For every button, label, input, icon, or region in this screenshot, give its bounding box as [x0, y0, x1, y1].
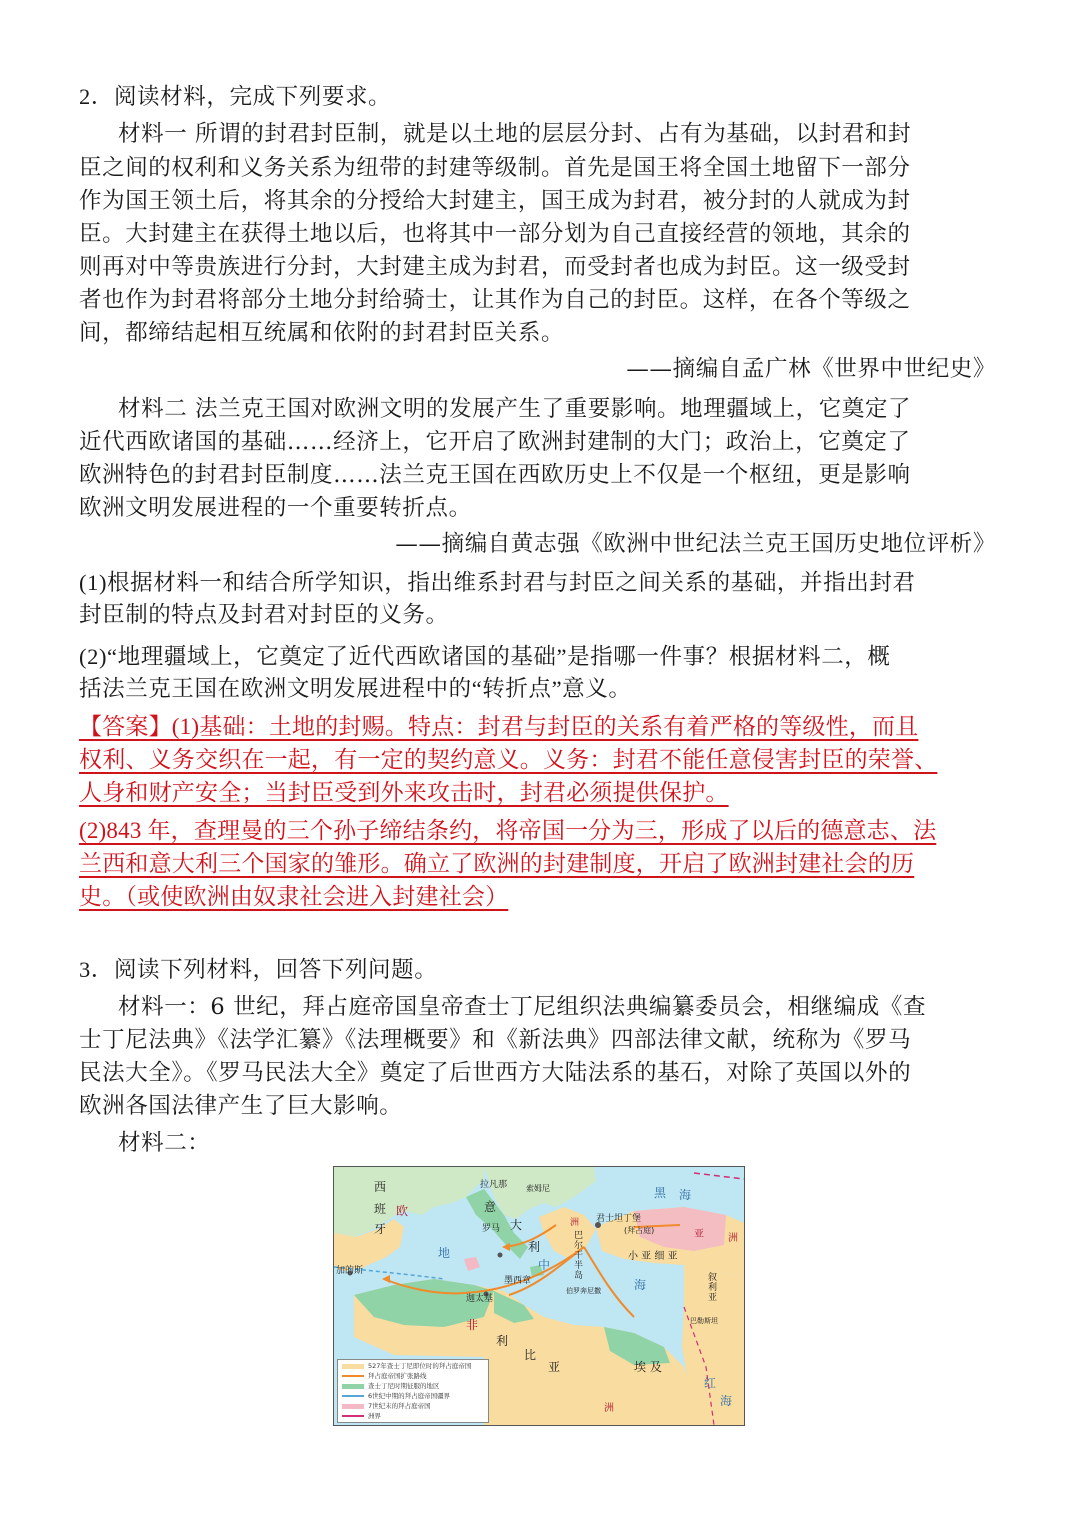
q2-answer1-line: 【答案】(1)基础：土地的封赐。特点：封君与封臣的关系有着严格的等级性，而且	[79, 714, 919, 739]
q2-m1-line: 者也作为封君将部分土地分封给骑士，让其作为自己的封臣。这样，在各个等级之	[79, 287, 911, 313]
q3-m1-line: 民法大全》。《罗马民法大全》奠定了后世西方大陆法系的基石，对除了英国以外的	[79, 1060, 912, 1086]
legend-swatch	[342, 1384, 364, 1389]
q2-m2-line: 欧洲文明发展进程的一个重要转折点。	[79, 495, 472, 521]
map-label: 洲	[570, 1218, 580, 1228]
legend-swatch	[342, 1404, 364, 1409]
q2-m1-line: 材料一 所谓的封君封臣制，就是以土地的层层分封、占有为基础，以封君和封	[118, 121, 912, 147]
q2-m1-line: 间，都缔结起相互统属和依附的封君封臣关系。	[79, 320, 565, 346]
legend-item: 洲界	[342, 1412, 381, 1420]
map-label: 巴勒斯坦	[690, 1317, 718, 1325]
map-label: 叙 利 亚	[708, 1273, 718, 1303]
q2-sub2-line: (2)“地理疆域上，它奠定了近代西欧诸国的基础”是指哪一件事？根据材料二，概	[79, 644, 891, 669]
q2-answer1-line: 人身和财产安全；当封臣受到外来攻击时，封君必须提供保护。	[79, 780, 729, 805]
map-label: 红	[704, 1376, 717, 1390]
q2-sub2-line: 括法兰克王国在欧洲文明发展进程中的“转折点”意义。	[79, 676, 632, 701]
legend-item: 527年查士丁尼即位时的拜占庭帝国	[342, 1362, 471, 1370]
map-label: 欧	[396, 1204, 409, 1218]
q3-m1-line: 士丁尼法典》《法学汇纂》《法理概要》和《新法典》四部法律文献，统称为《罗马	[79, 1027, 912, 1053]
map-label: 海	[679, 1188, 692, 1202]
q2-m1-line: 臣。大封建主在获得土地以后，也将其中一部分划为自己直接经营的领地，其余的	[79, 221, 911, 247]
q2-sub1-line: (1)根据材料一和结合所学知识，指出维系封君与封臣之间关系的基础，并指出封君	[79, 570, 916, 595]
q2-m2-line: 材料二 法兰克王国对欧洲文明的发展产生了重要影响。地理疆域上，它奠定了	[118, 396, 912, 422]
map-label: 巴 尔 干 半 岛	[574, 1231, 584, 1281]
q2-m2-line: 欧洲特色的封君封臣制度……法兰克王国在西欧历史上不仅是一个枢纽，更是影响	[79, 462, 911, 488]
map-label: 亚	[548, 1360, 561, 1374]
q2-title: 2．阅读材料，完成下列要求。	[79, 84, 392, 109]
legend-item: 拜占庭帝国扩张路线	[342, 1372, 427, 1380]
legend-swatch	[342, 1364, 364, 1369]
map-label: 君士坦丁堡	[596, 1214, 642, 1224]
map-label: 加的斯	[336, 1266, 364, 1276]
q2-m1-source: ——摘编自孟广林《世界中世纪史》	[626, 356, 996, 382]
map-label: 亚	[694, 1229, 704, 1240]
map-label: 牙	[374, 1222, 387, 1236]
q2-m1-line: 作为国王领土后，将其余的分授给大封建主，国王成为封君，被分封的人就成为封	[79, 188, 911, 214]
map-label: 伯罗奔尼撒	[566, 1287, 601, 1295]
q3-m1-line: 欧洲各国法律产生了巨大影响。	[79, 1093, 403, 1119]
map-label: 班	[374, 1202, 387, 1216]
q2-m2-source: ——摘编自黄志强《欧洲中世纪法兰克王国历史地位评析》	[395, 531, 996, 557]
map-label: 利	[496, 1334, 509, 1348]
q2-answer2-line: 史。（或使欧洲由奴隶社会进入封建社会）	[79, 884, 509, 909]
map-label: 比	[524, 1348, 537, 1362]
map-label: 拉凡那	[480, 1180, 508, 1190]
q2-answer2-line: (2)843 年，查理曼的三个孙子缔结条约，将帝国一分为三，形成了以后的德意志、法	[79, 818, 937, 843]
map-label: 西	[374, 1180, 387, 1194]
byzantine-map	[333, 1166, 745, 1426]
map-label: 海	[720, 1394, 733, 1408]
q3-m1-line: 材料一：6 世纪，拜占庭帝国皇帝查士丁尼组织法典编纂委员会，相继编成《查	[118, 994, 927, 1020]
map-label: 索姆尼	[526, 1184, 550, 1193]
q3-title: 3．阅读下列材料，回答下列问题。	[79, 957, 438, 982]
q2-m2-line: 近代西欧诸国的基础……经济上，它开启了欧洲封建制的大门；政治上，它奠定了	[79, 429, 911, 455]
q2-answer1-line: 权利、义务交织在一起，有一定的契约意义。义务：封君不能任意侵害封臣的荣誉、	[79, 747, 938, 772]
q2-m1-line: 臣之间的权利和义务关系为纽带的封建等级制。首先是国王将全国土地留下一部分	[79, 155, 911, 181]
map-label: 洲	[604, 1403, 614, 1414]
q2-answer2-line: 兰西和意大利三个国家的雏形。确立了欧洲的封建制度，开启了欧洲封建社会的历	[79, 851, 915, 876]
q3-m2-label: 材料二：	[118, 1130, 211, 1156]
legend-swatch	[342, 1375, 364, 1377]
map-label: 非	[466, 1318, 479, 1332]
map-label: 利	[528, 1240, 541, 1254]
map-label: 意	[484, 1200, 497, 1214]
map-label: 黑	[654, 1186, 667, 1200]
map-label: 迦太基	[466, 1294, 494, 1304]
map-label: 埃 及	[634, 1360, 662, 1374]
map-label: 大	[510, 1218, 523, 1232]
legend-item: 查士丁尼时期征服的地区	[342, 1382, 440, 1390]
map-label: 中	[538, 1258, 551, 1272]
q2-sub1-line: 封臣制的特点及封君对封臣的义务。	[79, 602, 449, 627]
q2-m1-line: 则再对中等贵族进行分封，大封建主成为封君，而受封者也成为封臣。这一级受封	[79, 254, 911, 280]
map-legend	[337, 1359, 489, 1423]
legend-item: 6世纪中期的拜占庭帝国疆界	[342, 1392, 450, 1400]
map-label: 墨西章	[504, 1276, 532, 1286]
legend-swatch	[342, 1395, 364, 1397]
legend-swatch	[342, 1415, 364, 1417]
map-label: 洲	[728, 1233, 738, 1244]
map-label: 地	[438, 1246, 451, 1260]
legend-item: 7世纪末的拜占庭帝国	[342, 1402, 431, 1410]
map-label: 小 亚 细 亚	[628, 1251, 678, 1262]
map-label: 海	[634, 1278, 647, 1292]
map-label: 罗马	[482, 1224, 501, 1234]
map-label: (拜占庭)	[624, 1226, 655, 1235]
